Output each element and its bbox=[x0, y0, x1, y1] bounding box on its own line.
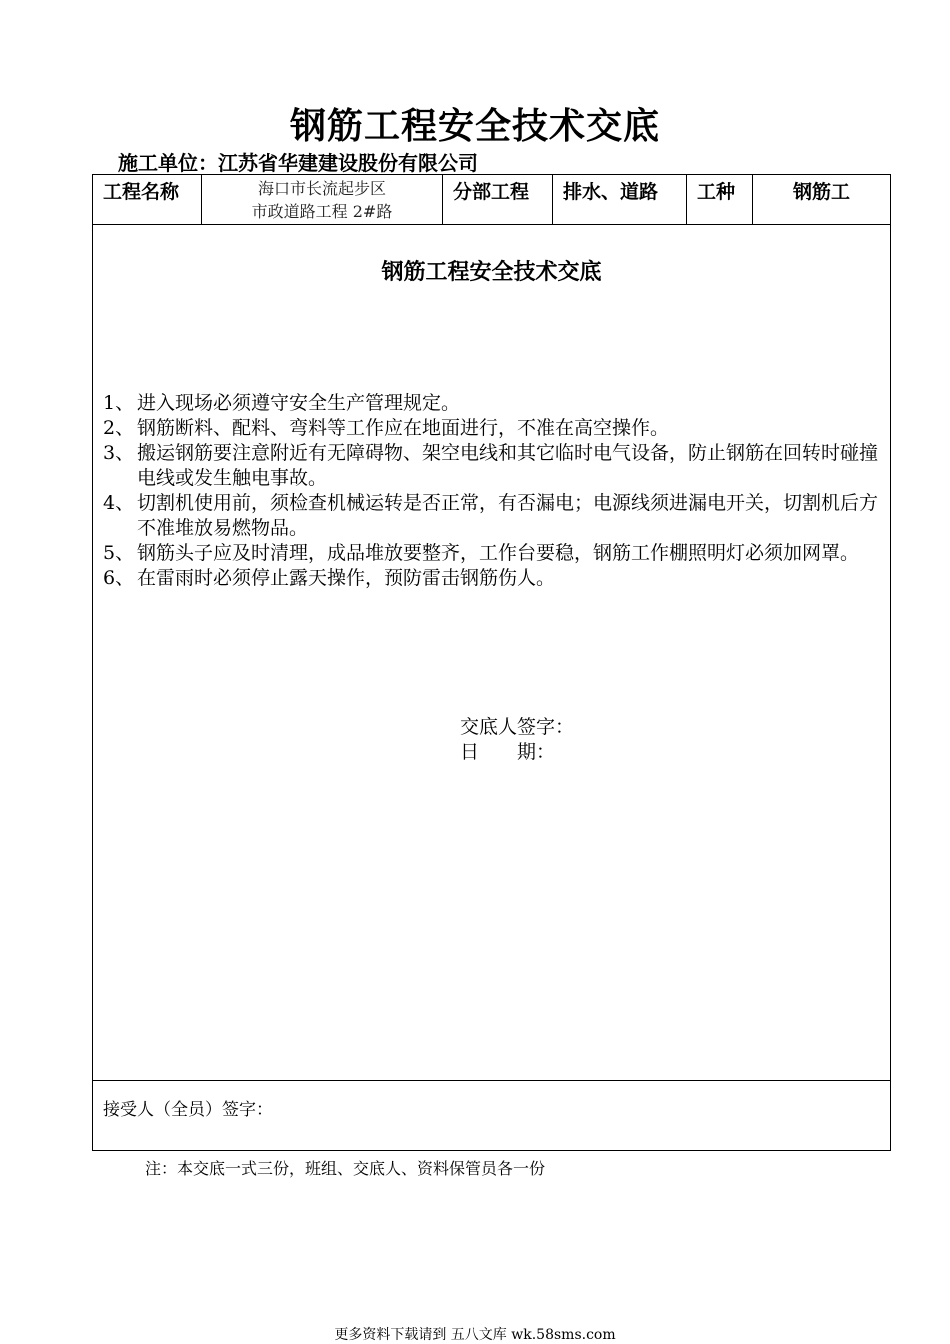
content-row bbox=[93, 225, 891, 1081]
construction-unit: 施工单位：江苏省华建建设股份有限公司 bbox=[118, 151, 478, 175]
item-number: 4、 bbox=[103, 492, 135, 514]
receiver-signature-label: 接受人（全员）签字： bbox=[93, 1081, 891, 1151]
sub-project-value: 排水、道路 bbox=[553, 175, 687, 225]
signature-block bbox=[460, 715, 574, 765]
receiver-row bbox=[93, 1081, 891, 1151]
item-text: 钢筋头子应及时清理，成品堆放要整齐，工作台要稳，钢筋工作棚照明灯必须加网罩。 bbox=[137, 542, 860, 564]
list-item bbox=[103, 566, 882, 591]
item-number: 2、 bbox=[103, 417, 135, 439]
item-text: 钢筋断料、配料、弯料等工作应在地面进行，不准在高空操作。 bbox=[137, 417, 670, 439]
work-type-value: 钢筋工 bbox=[753, 175, 891, 225]
project-name-line1: 海口市长流起步区 bbox=[257, 179, 386, 198]
item-number: 3、 bbox=[103, 442, 135, 464]
page-title: 钢筋工程安全技术交底 bbox=[289, 106, 660, 147]
content-cell bbox=[93, 225, 891, 1081]
footer-text: 更多资料下载请到 五八文库 wk.58sms.com bbox=[334, 1327, 616, 1343]
list-item bbox=[103, 416, 882, 441]
list-item bbox=[103, 441, 882, 491]
list-item bbox=[103, 491, 882, 541]
project-name-label: 工程名称 bbox=[93, 175, 202, 225]
item-text: 切割机使用前，须检查机械运转是否正常，有否漏电；电源线须进漏电开关，切割机后方不准堆放易燃物品。 bbox=[137, 492, 879, 539]
header-row bbox=[93, 175, 891, 225]
project-name-line2: 市政道路工程 2#路 bbox=[251, 202, 393, 221]
item-number: 5、 bbox=[103, 542, 135, 564]
item-text: 搬运钢筋要注意附近有无障碍物、架空电线和其它临时电气设备，防止钢筋在回转时碰撞电线或发生触电事故。 bbox=[137, 442, 879, 489]
sub-project-label: 分部工程 bbox=[443, 175, 553, 225]
signer-label: 交底人签字： bbox=[460, 716, 575, 738]
inner-title: 钢筋工程安全技术交底 bbox=[381, 260, 602, 285]
item-number: 6、 bbox=[103, 567, 135, 589]
disclosure-form bbox=[92, 174, 891, 1151]
item-number: 1、 bbox=[103, 392, 135, 414]
safety-items bbox=[103, 391, 882, 591]
work-type-label: 工种 bbox=[687, 175, 753, 225]
project-name-value bbox=[202, 175, 443, 225]
list-item bbox=[103, 541, 882, 566]
date-label: 日 期： bbox=[460, 741, 556, 763]
item-text: 进入现场必须遵守安全生产管理规定。 bbox=[137, 392, 461, 414]
list-item bbox=[103, 391, 882, 416]
copies-note: 注：本交底一式三份，班组、交底人、资料保管员各一份 bbox=[145, 1159, 546, 1178]
item-text: 在雷雨时必须停止露天操作，预防雷击钢筋伤人。 bbox=[137, 567, 556, 589]
